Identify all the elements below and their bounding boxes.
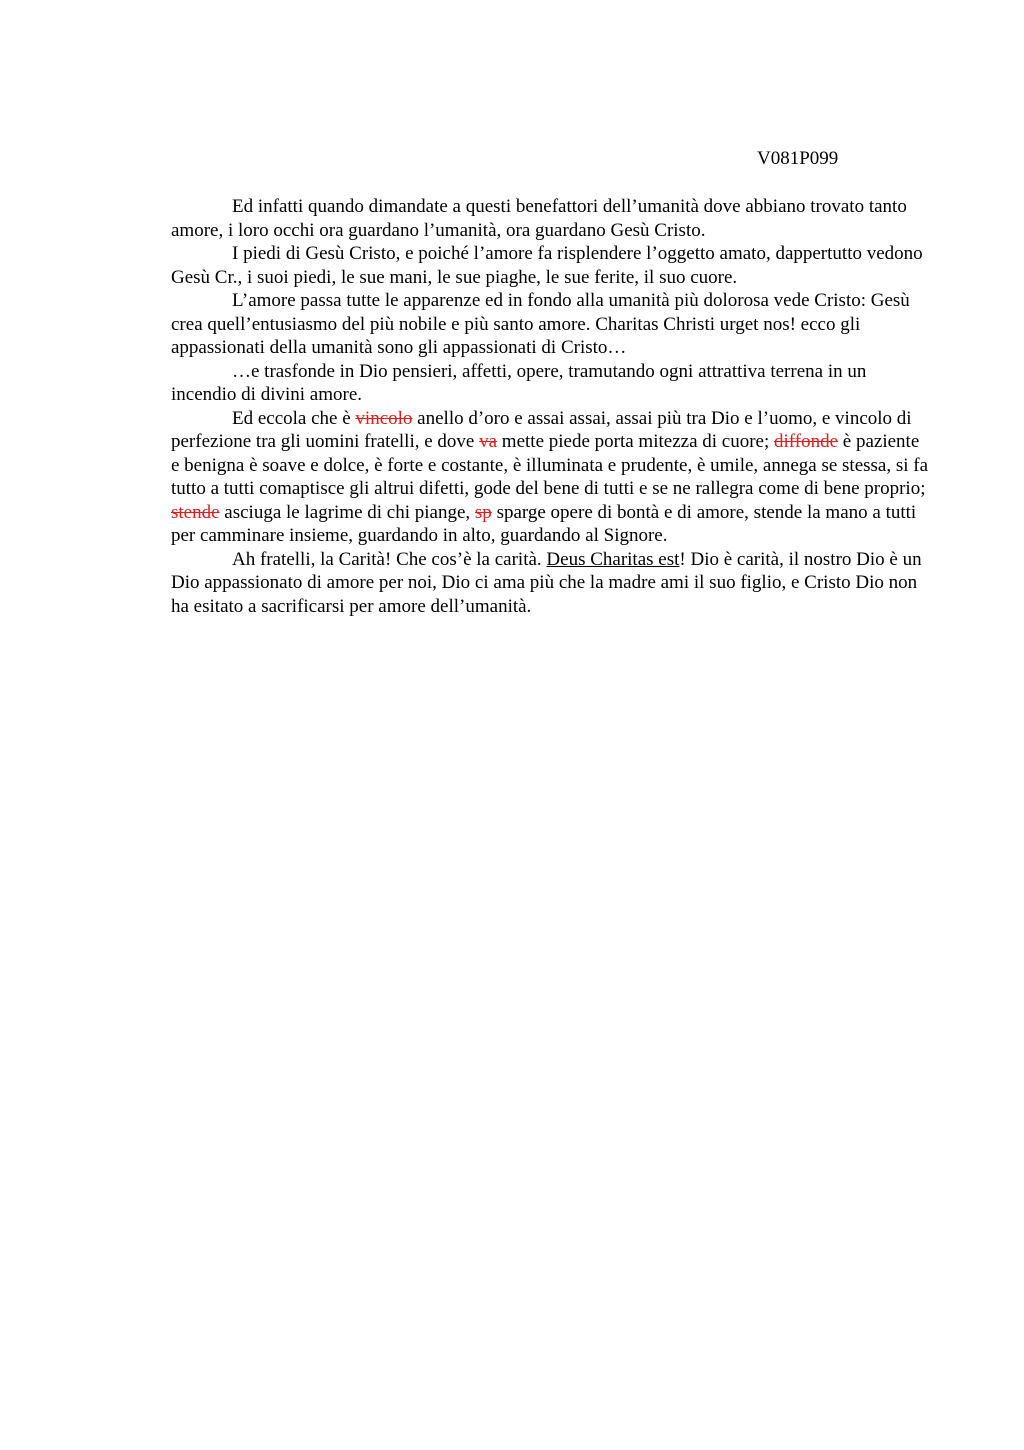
text-segment: anello d’oro e assai assai, assai più tra Dio e l’uomo, e vincolo di perfezione tra gli uomini fratelli, e dove xyxy=(171,407,912,452)
document-body xyxy=(171,195,931,618)
text-segment: sparge opere di bontà e di amore, stende la mano a tutti per camminare insieme, guardando in alto, guardando al Signore. xyxy=(171,501,917,546)
deleted-word: stende xyxy=(171,501,220,523)
text-segment: L’amore passa tutte le apparenze ed in fondo alla umanità più dolorosa vede Cristo: Gesù crea quell’entusiasmo del più nobile e più santo amore. Charitas Christi urget nos! ecco gli appassionati della umanità sono gli appassionati di Cristo… xyxy=(171,290,910,358)
page-identifier: V081P099 xyxy=(757,148,839,169)
text-segment: Ed eccola che è xyxy=(232,407,356,429)
text-segment: asciuga le lagrime di chi piange, xyxy=(219,501,475,523)
paragraph-3 xyxy=(171,289,931,360)
paragraph-2 xyxy=(171,242,931,289)
text-segment: …e trasfonde in Dio pensieri, affetti, opere, tramutando ogni attrattiva terrena in un incendio di divini amore. xyxy=(171,360,867,405)
paragraph-5 xyxy=(171,407,931,548)
text-segment: Ed infatti quando dimandate a questi benefattori dell’umanità dove abbiano trovato tanto amore, i loro occhi ora guardano l’umanità, ora guardano Gesù Cristo. xyxy=(171,196,907,241)
text-segment: I piedi di Gesù Cristo, e poiché l’amore fa risplendere l’oggetto amato, dappertutto vedono Gesù Cr., i suoi piedi, le sue mani, le sue piaghe, le sue ferite, il suo cuore. xyxy=(171,243,923,288)
deleted-word: sp xyxy=(474,501,492,523)
text-segment: Ah fratelli, la Carità! Che cos’è la carità. xyxy=(232,548,547,570)
text-segment: mette piede porta mitezza di cuore; xyxy=(497,431,775,452)
underlined-phrase: Deus Charitas est xyxy=(546,548,680,570)
text-segment: è paziente e benigna è soave e dolce, è forte e costante, è illuminata e prudente, è umile, annega se stessa, si fa tutto a tutti comaptisce gli altrui difetti, gode del bene di tutti e se ne rallegra come di bene proprio; xyxy=(171,431,929,499)
paragraph-4 xyxy=(171,360,931,407)
deleted-word: va xyxy=(479,431,498,452)
paragraph-1 xyxy=(171,195,931,242)
deleted-word: diffonde xyxy=(774,431,839,452)
text-segment: ! Dio è carità, il nostro Dio è un Dio appassionato di amore per noi, Dio ci ama più che la madre ami il suo figlio, e Cristo Dio non ha esitato a sacrificarsi per amore dell’umanità. xyxy=(171,548,922,617)
deleted-word: vincolo xyxy=(355,407,413,429)
paragraph-6 xyxy=(171,548,931,619)
